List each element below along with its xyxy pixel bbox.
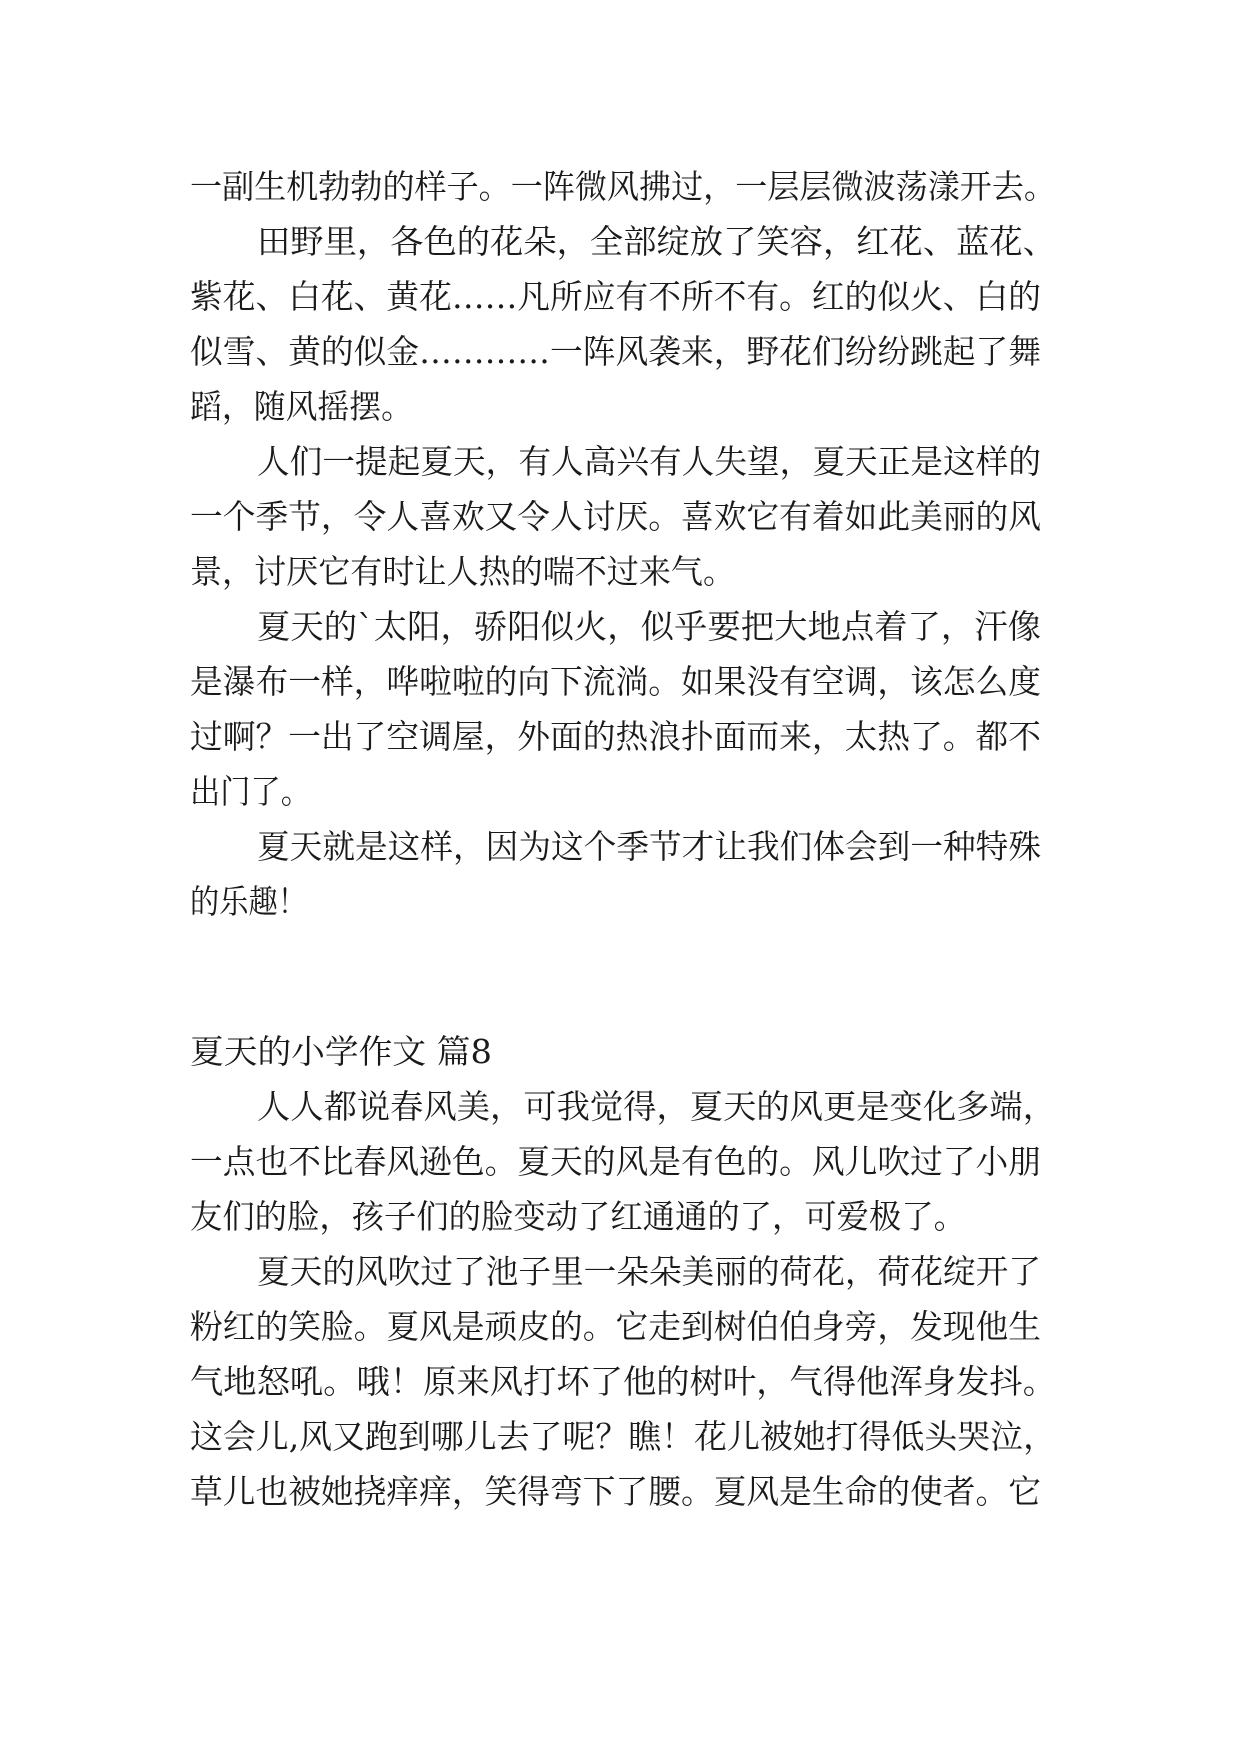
line-text: 草儿也被她挠痒痒，笑得弯下了腰。夏风是生命的使者。它 bbox=[190, 1472, 1041, 1511]
line-text: 友们的脸，孩子们的脸变动了红通通的了，可爱极了。 bbox=[190, 1197, 966, 1236]
line-text: 夏天的`太阳，骄阳似火，似乎要把大地点着了，汗像 bbox=[257, 607, 1041, 646]
text-line bbox=[0, 1302, 1241, 1352]
paragraph-first-line bbox=[0, 602, 1241, 652]
line-text: 过啊？一出了空调屋，外面的热浪扑面而来，太热了。都不 bbox=[190, 717, 1041, 756]
line-text: 夏天就是这样，因为这个季节才让我们体会到一种特殊 bbox=[257, 827, 1041, 866]
line-text: 出门了。 bbox=[190, 772, 311, 811]
line-text: 一点也不比春风逊色。夏天的风是有色的。风儿吹过了小朋 bbox=[190, 1142, 1041, 1181]
paragraph-first-line bbox=[0, 1247, 1241, 1297]
text-line bbox=[0, 492, 1241, 542]
line-text: 紫花、白花、黄花……凡所应有不所不有。红的似火、白的 bbox=[190, 277, 1041, 316]
line-text: 景，讨厌它有时让人热的喘不过来气。 bbox=[190, 552, 735, 591]
line-text: 这会儿,风又跑到哪儿去了呢？瞧！花儿被她打得低头哭泣， bbox=[190, 1417, 1056, 1456]
text-line bbox=[0, 767, 1241, 817]
line-text: 粉红的笑脸。夏风是顽皮的。它走到树伯伯身旁，发现他生 bbox=[190, 1307, 1041, 1346]
text-line bbox=[0, 382, 1241, 432]
text-line bbox=[0, 547, 1241, 597]
text-line bbox=[0, 1137, 1241, 1187]
section-heading bbox=[0, 1027, 1241, 1077]
line-text: 的乐趣！ bbox=[190, 882, 307, 921]
text-line bbox=[0, 1357, 1241, 1407]
paragraph-first-line bbox=[0, 437, 1241, 487]
line-text: 人人都说春风美，可我觉得，夏天的风更是变化多端， bbox=[257, 1087, 1056, 1126]
text-line bbox=[0, 327, 1241, 377]
line-text: 蹈，随风摇摆。 bbox=[190, 387, 413, 426]
line-text: 气地怒吼。哦！原来风打坏了他的树叶，气得他浑身发抖。 bbox=[190, 1362, 1056, 1401]
text-line bbox=[0, 1412, 1241, 1462]
text-line bbox=[0, 1467, 1241, 1517]
text-line bbox=[0, 712, 1241, 762]
line-text: 一副生机勃勃的样子。一阵微风拂过，一层层微波荡漾开去。 bbox=[190, 167, 1056, 206]
text-line bbox=[0, 272, 1241, 322]
line-text: 人们一提起夏天，有人高兴有人失望，夏天正是这样的 bbox=[257, 442, 1041, 481]
text-line bbox=[0, 657, 1241, 707]
paragraph-first-line bbox=[0, 217, 1241, 267]
line-text: 一个季节，令人喜欢又令人讨厌。喜欢它有着如此美丽的风 bbox=[190, 497, 1041, 536]
line-text: 田野里，各色的花朵，全部绽放了笑容，红花、蓝花、 bbox=[257, 222, 1056, 261]
paragraph-first-line bbox=[0, 822, 1241, 872]
paragraph-first-line bbox=[0, 1082, 1241, 1132]
line-text: 是瀑布一样，哗啦啦的向下流淌。如果没有空调，该怎么度 bbox=[190, 662, 1041, 701]
line-text: 似雪、黄的似金…………一阵风袭来，野花们纷纷跳起了舞 bbox=[190, 332, 1041, 371]
text-line bbox=[0, 877, 1241, 927]
text-line bbox=[0, 1192, 1241, 1242]
line-text: 夏天的风吹过了池子里一朵朵美丽的荷花，荷花绽开了 bbox=[257, 1252, 1041, 1291]
heading-text: 夏天的小学作文 篇8 bbox=[190, 1032, 492, 1071]
text-line bbox=[0, 162, 1241, 212]
